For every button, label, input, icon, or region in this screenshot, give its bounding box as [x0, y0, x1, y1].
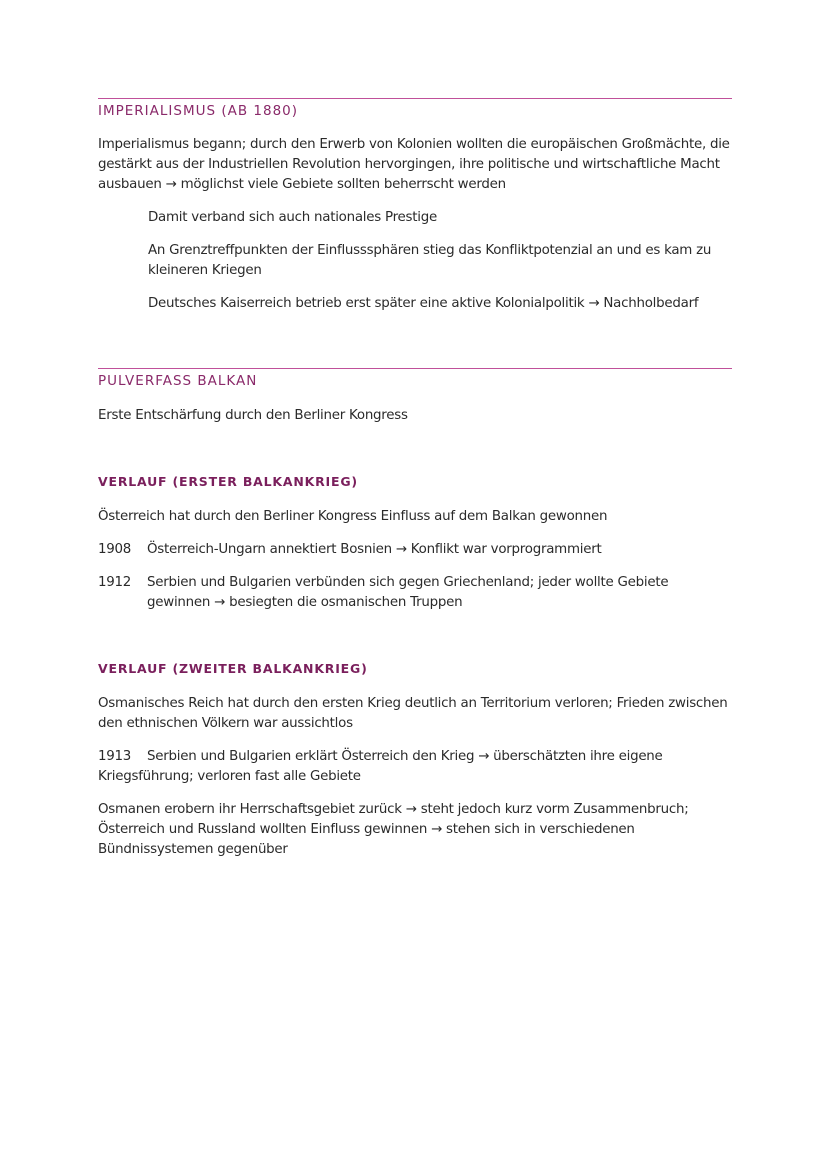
- timeline-entry: [98, 573, 732, 613]
- paragraph-intro: Imperialismus begann; durch den Erwerb von Kolonien wollten die europäischen Großmächte, die gestärkt aus der Industriellen Revolution hervorgingen, ihre politische und wirtschaftliche Macht ausbauen → möglichst viele Gebiete sollten beherrscht werden: [98, 137, 730, 192]
- timeline-entry: [98, 540, 732, 560]
- event-text: Serbien und Bulgarien verbünden sich gegen Griechenland; jeder wollte Gebiete gewinnen → besiegten die osmanischen Truppen: [147, 575, 669, 610]
- section-header-imperialismus: [98, 98, 732, 121]
- year-label: 1913: [98, 749, 132, 764]
- paragraph-intro: Erste Entschärfung durch den Berliner Kongress: [98, 408, 408, 423]
- year-label: 1912: [98, 575, 132, 590]
- paragraph: Osmanisches Reich hat durch den ersten Krieg deutlich an Territorium verloren; Frieden zwischen den ethnischen Völkern war aussichtlos: [98, 696, 728, 731]
- event-text: Serbien und Bulgarien erklärt Österreich den Krieg → überschätzten ihre eigene Kriegsführung; verloren fast alle Gebiete: [98, 749, 663, 784]
- subsection-title: VERLAUF (ZWEITER BALKANKRIEG): [98, 661, 368, 676]
- paragraph: Osmanen erobern ihr Herrschaftsgebiet zurück → steht jedoch kurz vorm Zusammenbruch; Österreich und Russland wollten Einfluss gewinnen → stehen sich in verschiedenen Bündnissystemen gegenüber: [98, 802, 689, 857]
- paragraph: Österreich hat durch den Berliner Kongress Einfluss auf dem Balkan gewonnen: [98, 509, 608, 524]
- bullet-point: Deutsches Kaiserreich betrieb erst später eine aktive Kolonialpolitik → Nachholbedarf: [148, 296, 699, 311]
- section-header-balkan: [98, 368, 732, 391]
- section-title: PULVERFASS BALKAN: [98, 373, 258, 389]
- timeline-entry: [98, 747, 732, 787]
- event-text: Österreich-Ungarn annektiert Bosnien → Konflikt war vorprogrammiert: [147, 542, 602, 557]
- subsection-title: VERLAUF (ERSTER BALKANKRIEG): [98, 474, 358, 489]
- year-label: 1908: [98, 542, 132, 557]
- section-title: IMPERIALISMUS (AB 1880): [98, 103, 299, 119]
- bullet-point: An Grenztreffpunkten der Einflusssphären stieg das Konfliktpotenzial an und es kam zu kleineren Kriegen: [148, 243, 712, 278]
- bullet-point: Damit verband sich auch nationales Prestige: [148, 210, 437, 225]
